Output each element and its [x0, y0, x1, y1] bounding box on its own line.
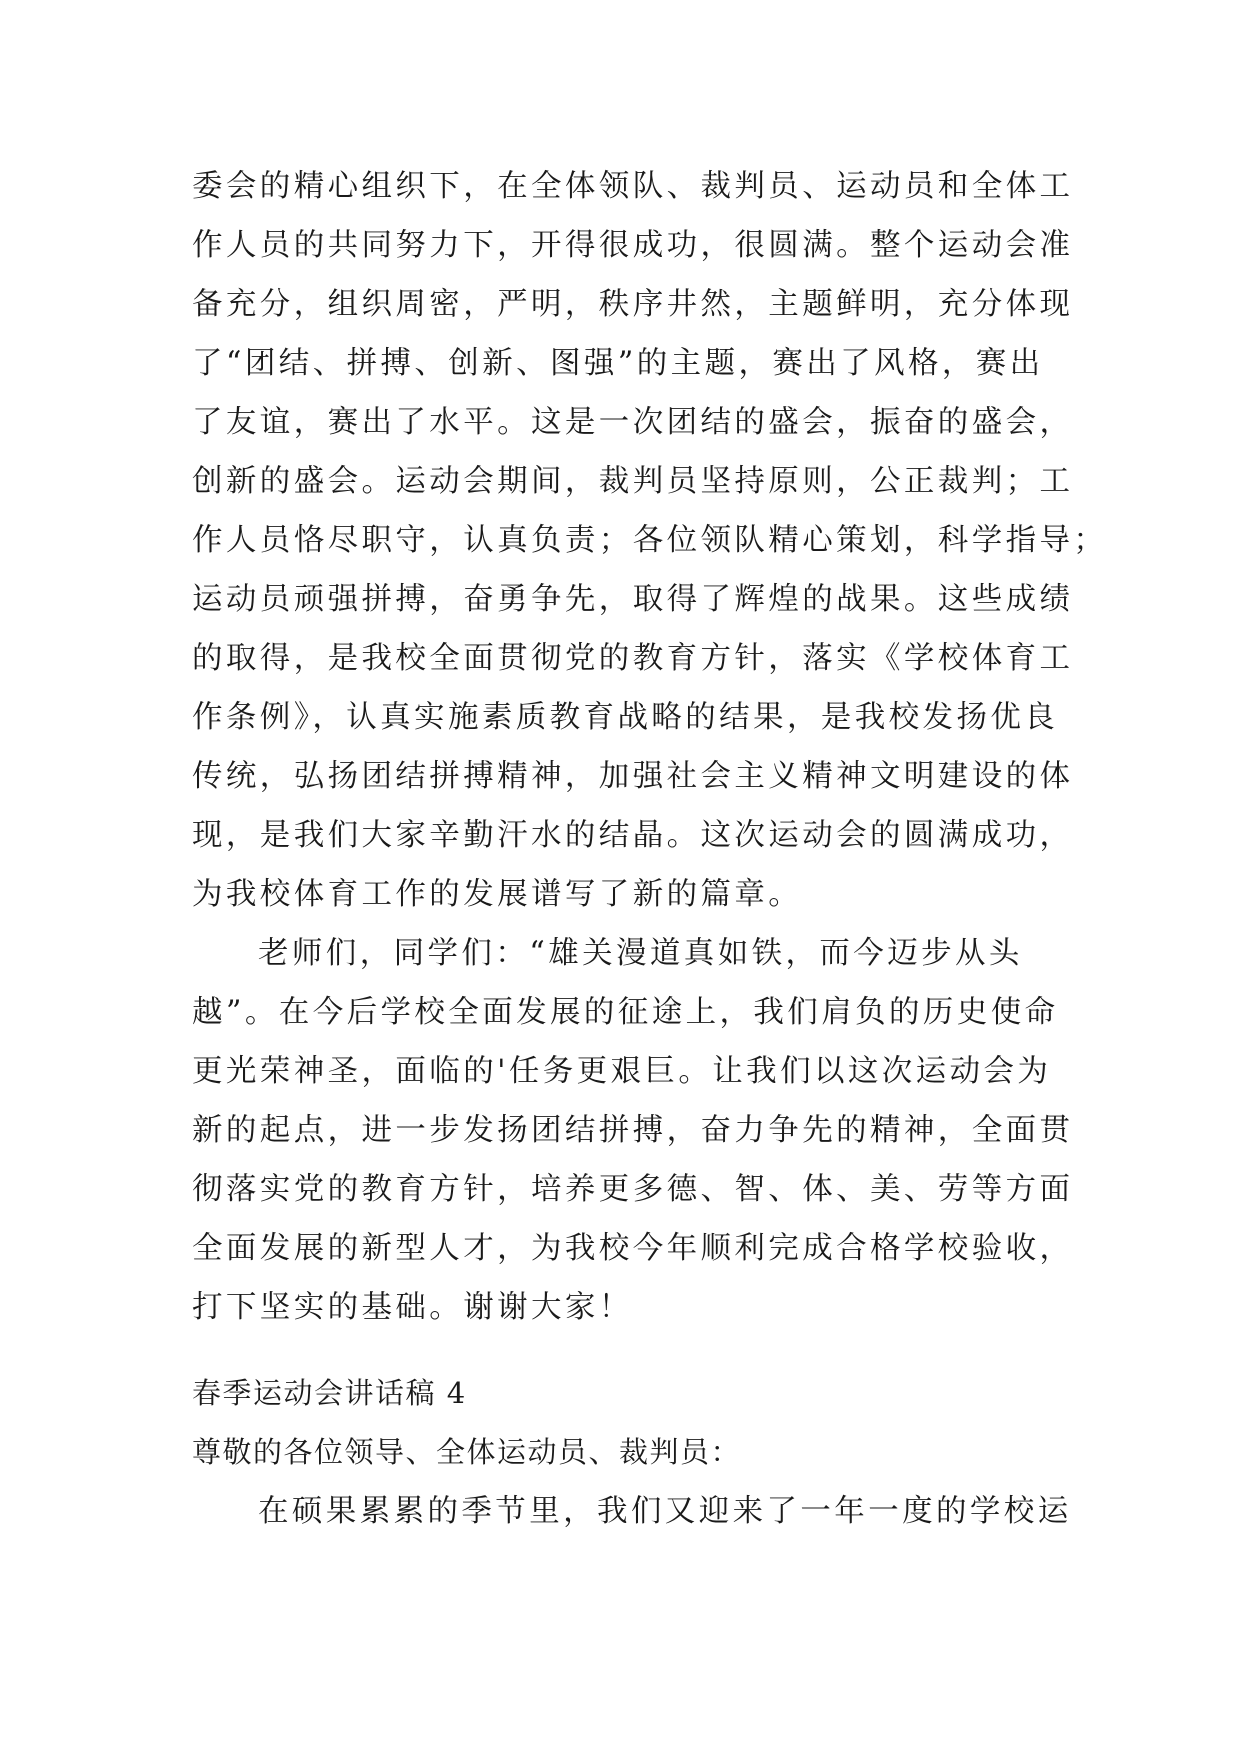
paragraph-line: 委会的精心组织下，在全体领队、裁判员、运动员和全体工 — [192, 169, 1074, 204]
paragraph-line: 更光荣神圣，面临的'任务更艰巨。让我们以这次运动会为 — [192, 1054, 1052, 1089]
paragraph-line: 创新的盛会。运动会期间，裁判员坚持原则，公正裁判；工 — [192, 464, 1074, 499]
paragraph-line: 作条例》，认真实施素质教育战略的结果，是我校发扬优良 — [192, 700, 1059, 735]
paragraph-line: 的取得，是我校全面贯彻党的教育方针，落实《学校体育工 — [192, 641, 1074, 676]
paragraph-line: 彻落实党的教育方针，培养更多德、智、体、美、劳等方面 — [192, 1172, 1074, 1207]
speech-body — [192, 157, 1108, 1337]
salutation: 尊敬的各位领导、全体运动员、裁判员： — [192, 1435, 742, 1469]
paragraph-line: 全面发展的新型人才，为我校今年顺利完成合格学校验收， — [192, 1231, 1074, 1266]
paragraph-line: 越”。在今后学校全面发展的征途上，我们肩负的历史使命 — [192, 995, 1059, 1030]
paragraph-line: 为我校体育工作的发展谱写了新的篇章。 — [192, 877, 803, 912]
section-title: 春季运动会讲话稿 4 — [192, 1376, 467, 1410]
paragraph-line: 运动员顽强拼搏，奋勇争先，取得了辉煌的战果。这些成绩 — [192, 582, 1074, 617]
paragraph-line: 现，是我们大家辛勤汗水的结晶。这次运动会的圆满成功， — [192, 818, 1074, 853]
opening-line: 在硕果累累的季节里，我们又迎来了一年一度的学校运 — [258, 1494, 1072, 1529]
paragraph-line: 作人员的共同努力下，开得很成功，很圆满。整个运动会准 — [192, 228, 1074, 263]
paragraph-line: 传统，弘扬团结拼搏精神，加强社会主义精神文明建设的体 — [192, 759, 1074, 794]
paragraph-line: 老师们，同学们：“雄关漫道真如铁，而今迈步从头 — [258, 936, 1023, 971]
paragraph-line: 作人员恪尽职守，认真负责；各位领队精心策划，科学指导； — [192, 523, 1108, 558]
paragraph-line: 备充分，组织周密，严明，秩序井然，主题鲜明，充分体现 — [192, 287, 1074, 322]
paragraph-line: 新的起点，进一步发扬团结拼搏，奋力争先的精神，全面贯 — [192, 1113, 1074, 1148]
paragraph-line: 了友谊，赛出了水平。这是一次团结的盛会，振奋的盛会， — [192, 405, 1074, 440]
paragraph-line: 打下坚实的基础。谢谢大家！ — [192, 1290, 633, 1325]
paragraph-line: 了“团结、拼搏、创新、图强”的主题，赛出了风格，赛出 — [192, 346, 1044, 381]
next-speech — [192, 1364, 1072, 1541]
